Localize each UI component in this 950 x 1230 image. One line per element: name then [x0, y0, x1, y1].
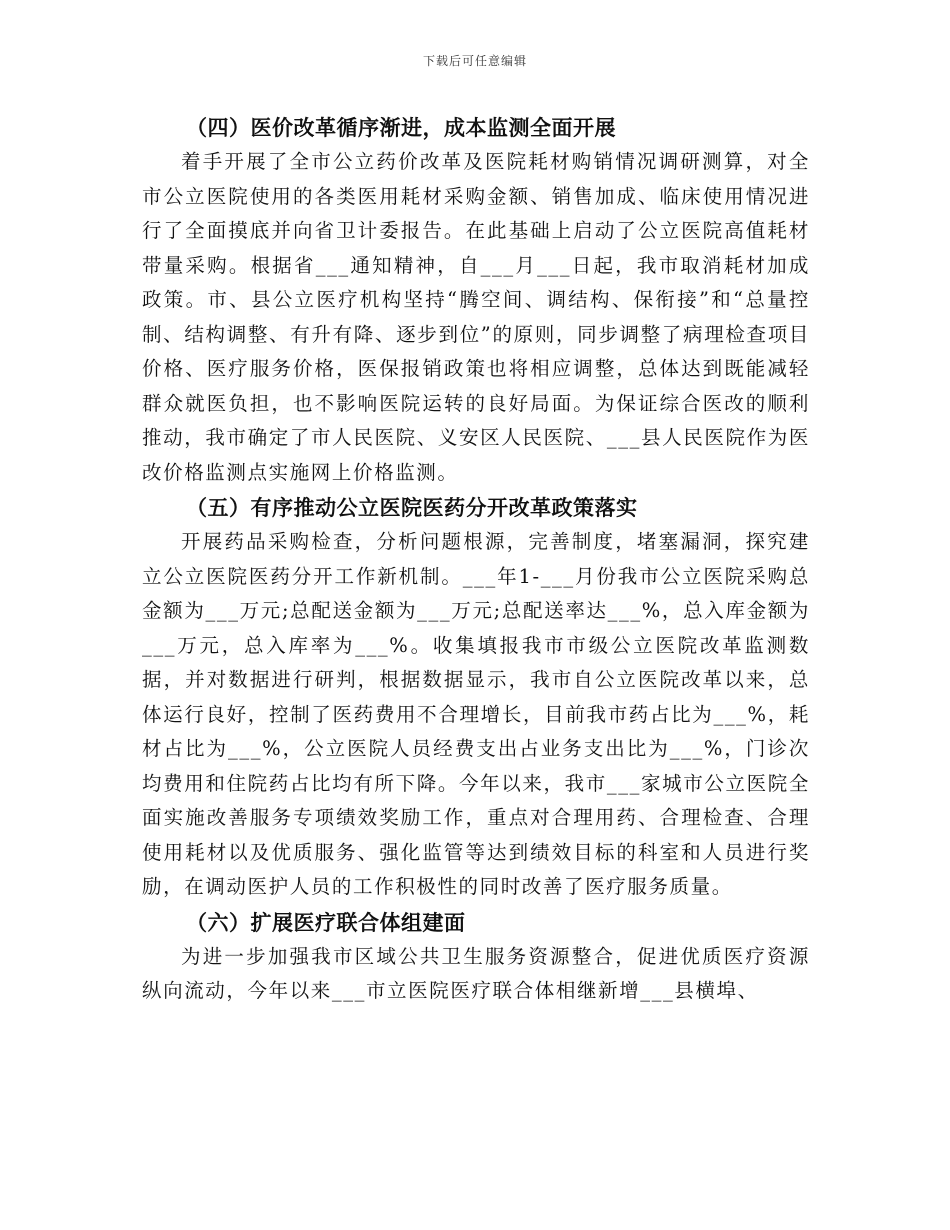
section-5 — [142, 492, 810, 905]
section-6-paragraph: 为进一步加强我市区域公共卫生服务资源整合，促进优质医疗资源纵向流动，今年以来___市立医院医疗联合体相继新增___县横埠、 — [142, 944, 810, 1002]
section-4 — [142, 112, 810, 490]
section-4-heading: （四）医价改革循序渐进，成本监测全面开展 — [186, 116, 616, 140]
page-header-note: 下载后可任意编辑 — [422, 54, 527, 68]
section-6-heading: （六）扩展医疗联合体组建面 — [186, 910, 466, 935]
section-5-heading: （五）有序推动公立医院医药分开改革政策落实 — [186, 496, 638, 520]
section-5-paragraph: 开展药品采购检查，分析问题根源，完善制度，堵塞漏洞，探究建立公立医院医药分开工作新机制。___年1-___月份我市公立医院采购总金额为___万元;总配送金额为___万元;总配送率达___%，总入库金额为___万元，总入库率为___%。收集填报我市市级公立医院改革监测数据，并对数据进行研判，根据数据显示，我市自公立医院改革以来，总体运行良好，控制了医药费用不合理增长，目前我市药占比为___%，耗材占比为___%，公立医院人员经费支出占业务支出比为___%，门诊次均费用和住院药占比均有所下降。今年以来，我市___家城市公立医院全面实施改善服务专项绩效奖励工作，重点对合理用药、合理检查、合理使用耗材以及优质服务、强化监管等达到绩效目标的科室和人员进行奖励，在调动医护人员的工作积极性的同时改善了医疗服务质量。 — [142, 530, 810, 898]
section-4-paragraph: 着手开展了全市公立药价改革及医院耗材购销情况调研测算，对全市公立医院使用的各类医用耗材采购金额、销售加成、临床使用情况进行了全面摸底并向省卫计委报告。在此基础上启动了公立医院高值耗材带量采购。根据省___通知精神，自___月___日起，我市取消耗材加成政策。市、县公立医疗机构坚持“腾空间、调结构、保衔接”和“总量控制、结构调整、有升有降、逐步到位”的原则，同步调整了病理检查项目价格、医疗服务价格，医保报销政策也将相应调整，总体达到既能减轻群众就医负担，也不影响医院运转的良好局面。为保证综合医改的顺利推动，我市确定了市人民医院、义安区人民医院、___县人民医院作为医改价格监测点实施网上价格监测。 — [142, 150, 810, 484]
section-6 — [142, 907, 810, 1009]
document-body — [142, 112, 810, 1009]
